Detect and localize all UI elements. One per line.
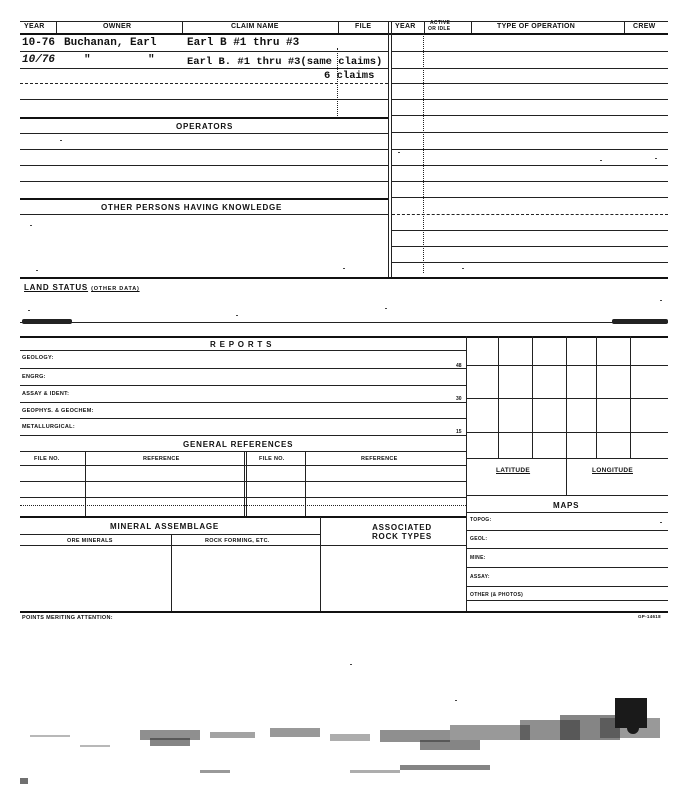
points-meriting-attention: POINTS MERITING ATTENTION: xyxy=(22,615,113,621)
report-assay: ASSAY & IDENT: xyxy=(22,391,70,397)
header-year: YEAR xyxy=(24,23,45,30)
longitude-label: LONGITUDE xyxy=(592,467,633,474)
reports-heading: R E P O R T S xyxy=(210,340,273,349)
header-crew: CREW xyxy=(633,23,656,30)
land-status-heading xyxy=(24,283,140,292)
claims-note: 6 claims xyxy=(324,70,375,82)
mineral-assemblage-heading: MINERAL ASSEMBLAGE xyxy=(110,522,220,531)
map-other-photos: OTHER (& PHOTOS) xyxy=(470,592,524,598)
genref-file-no-2: FILE NO. xyxy=(259,456,285,462)
map-assay: ASSAY: xyxy=(470,574,490,580)
general-references-heading: GENERAL REFERENCES xyxy=(183,440,294,449)
latitude-label: LATITUDE xyxy=(496,467,531,474)
header-type-of-operation: TYPE OF OPERATION xyxy=(497,23,576,30)
header-or-idle: OR IDLE xyxy=(428,26,451,32)
associated-rock-types-heading: ASSOCIATED ROCK TYPES xyxy=(371,523,432,541)
report-geophys: GEOPHYS. & GEOCHEM: xyxy=(22,408,94,414)
report-engrg: ENGRG: xyxy=(22,374,46,380)
genref-reference: REFERENCE xyxy=(143,456,180,462)
header-year-2: YEAR xyxy=(395,23,416,30)
entry-2-owner: " xyxy=(84,54,91,66)
genref-file-no: FILE NO. xyxy=(34,456,60,462)
header-claim-name: CLAIM NAME xyxy=(231,23,279,30)
scan-noise xyxy=(0,690,678,807)
report-metallurgical-num: 15 xyxy=(456,429,462,435)
map-mine: MINE: xyxy=(470,555,486,561)
mineral-rock-forming: ROCK FORMING, ETC. xyxy=(205,538,270,544)
map-topog: TOPOG: xyxy=(470,517,492,523)
land-status-label: LAND STATUS xyxy=(24,283,89,292)
report-geology: GEOLOGY: xyxy=(22,355,54,361)
entry-2-year: 10/76 xyxy=(22,54,56,66)
report-assay-num: 30 xyxy=(456,396,462,402)
form-code: GP-14618 xyxy=(638,614,661,619)
entry-1-owner: Buchanan, Earl xyxy=(64,37,157,49)
maps-heading: MAPS xyxy=(553,501,580,510)
report-geology-num: 48 xyxy=(456,363,462,369)
entry-2-claim: Earl B. #1 thru #3(same claims) xyxy=(187,56,383,68)
operators-heading: OPERATORS xyxy=(176,122,234,131)
header-file: FILE xyxy=(355,23,372,30)
header-owner: OWNER xyxy=(103,23,132,30)
entry-1-year: 10-76 xyxy=(22,37,56,49)
header-active: ACTIVE xyxy=(430,20,451,26)
entry-2-owner-ditto: " xyxy=(148,54,155,66)
other-persons-heading: OTHER PERSONS HAVING KNOWLEDGE xyxy=(101,203,283,212)
genref-reference-2: REFERENCE xyxy=(361,456,398,462)
mineral-ore-minerals: ORE MINERALS xyxy=(67,538,113,544)
land-status-sublabel: (OTHER DATA) xyxy=(91,286,140,292)
entry-1-claim: Earl B #1 thru #3 xyxy=(187,37,300,49)
report-metallurgical: METALLURGICAL: xyxy=(22,424,75,430)
map-geol: GEOL: xyxy=(470,536,488,542)
